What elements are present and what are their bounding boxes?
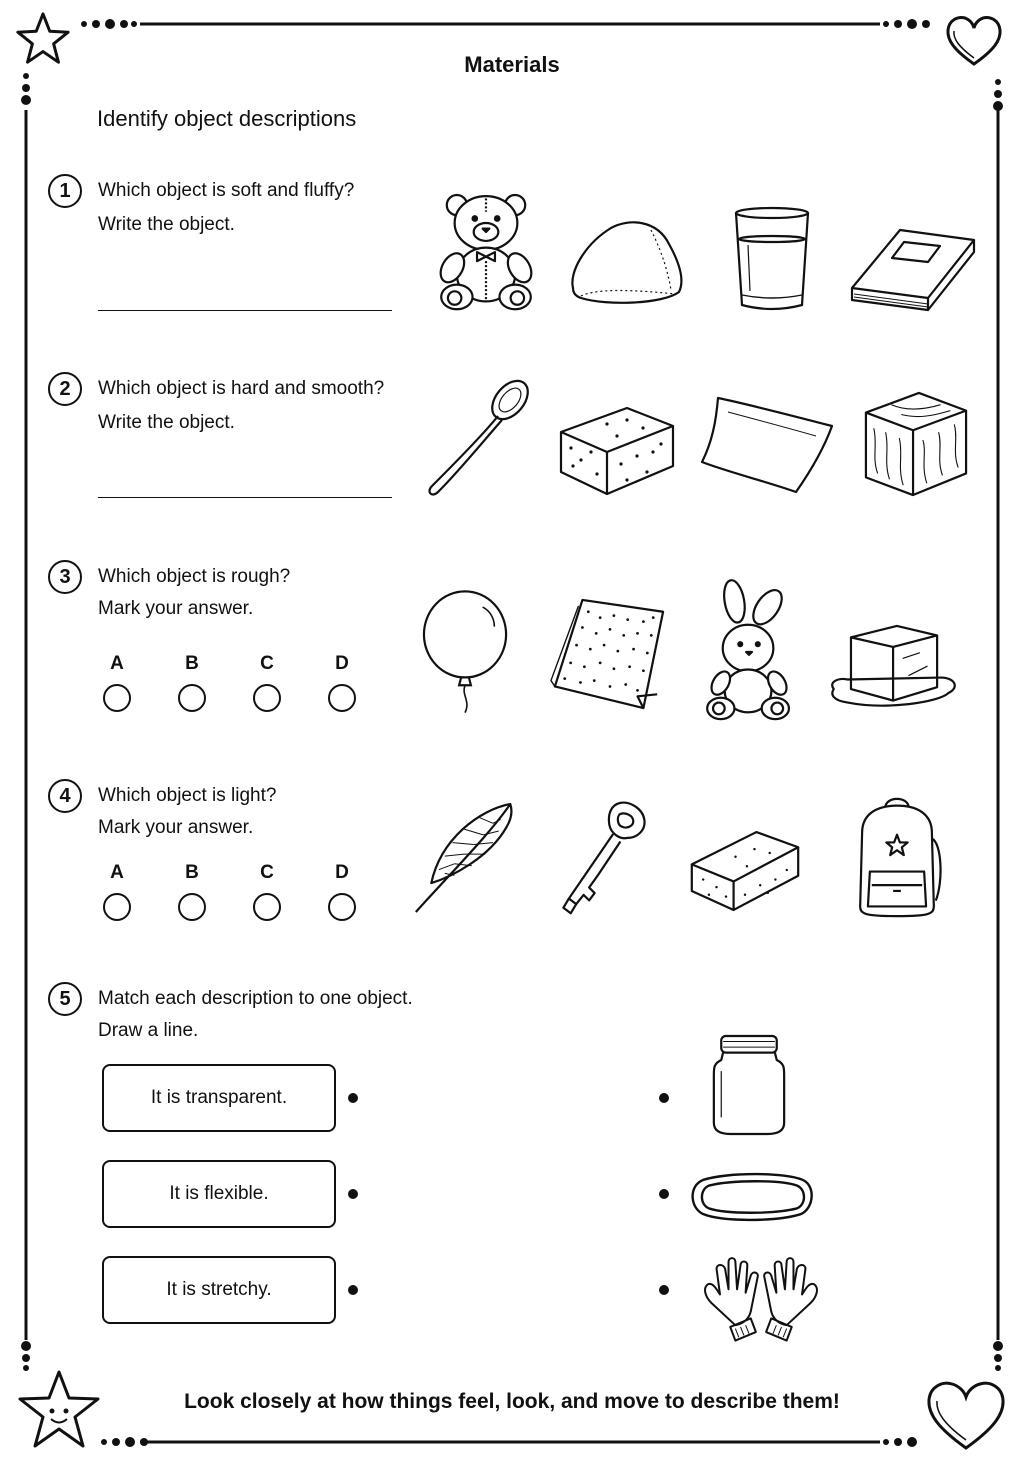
wooden-block-icon (862, 388, 970, 498)
question-2-number: 2 (48, 372, 82, 406)
sandpaper-icon (548, 596, 668, 714)
description-box[interactable]: It is flexible. (102, 1160, 336, 1228)
question-2-answer-line[interactable] (98, 497, 392, 498)
gloves-icon (692, 1250, 830, 1344)
question-3-option-label: B (185, 653, 199, 674)
question-3-instruction: Mark your answer. (98, 598, 254, 619)
page-title: Materials (464, 52, 560, 77)
rubber-band-icon (690, 1170, 814, 1224)
description-box[interactable]: It is stretchy. (102, 1256, 336, 1324)
key-icon (556, 798, 648, 920)
ice-cube-icon (828, 620, 962, 716)
question-4-instruction: Mark your answer. (98, 817, 254, 838)
sponge-icon (557, 404, 677, 494)
question-5-instruction: Draw a line. (98, 1020, 199, 1041)
question-4-option-label: A (110, 862, 124, 883)
spoon-icon (422, 378, 532, 498)
match-dot-left[interactable] (348, 1093, 358, 1103)
question-3-option-d-bubble[interactable] (328, 684, 356, 712)
glass-jar-icon (712, 1030, 786, 1140)
match-dot-left[interactable] (348, 1189, 358, 1199)
book-icon (848, 224, 978, 314)
question-2-prompt: Which object is hard and smooth? (98, 378, 385, 399)
question-4-prompt: Which object is light? (98, 785, 277, 806)
question-4-option-label: D (335, 862, 349, 883)
question-3-option-label: D (335, 653, 349, 674)
question-3-option-label: C (260, 653, 274, 674)
question-3-option-b-bubble[interactable] (178, 684, 206, 712)
question-3-option-label: A (110, 653, 124, 674)
balloon-icon (422, 588, 510, 718)
backpack-icon (848, 794, 946, 920)
feather-icon (412, 798, 518, 918)
question-1-number: 1 (48, 174, 82, 208)
question-4-option-b-bubble[interactable] (178, 893, 206, 921)
footer-message: Look closely at how things feel, look, and move to describe them! (184, 1390, 840, 1413)
match-dot-left[interactable] (348, 1285, 358, 1295)
question-3-option-c-bubble[interactable] (253, 684, 281, 712)
question-4-option-label: B (185, 862, 199, 883)
question-1-prompt: Which object is soft and fluffy? (98, 180, 355, 201)
rock-icon (567, 216, 687, 306)
question-4-option-label: C (260, 862, 274, 883)
question-1-answer-line[interactable] (98, 310, 392, 311)
question-1-instruction: Write the object. (98, 214, 235, 235)
description-box[interactable]: It is transparent. (102, 1064, 336, 1132)
question-2-instruction: Write the object. (98, 412, 235, 433)
stuffed-bunny-icon (700, 578, 800, 724)
glass-of-water-icon (732, 204, 812, 316)
question-5-number: 5 (48, 982, 82, 1016)
question-4-option-a-bubble[interactable] (103, 893, 131, 921)
question-5-prompt: Match each description to one object. (98, 988, 413, 1009)
match-dot-right[interactable] (659, 1189, 669, 1199)
match-dot-right[interactable] (659, 1285, 669, 1295)
pillow-icon (698, 392, 838, 496)
brick-icon (688, 828, 802, 914)
teddy-bear-icon (430, 184, 542, 318)
question-4-number: 4 (48, 779, 82, 813)
question-3-option-a-bubble[interactable] (103, 684, 131, 712)
page-subtitle: Identify object descriptions (97, 106, 357, 131)
question-4-option-c-bubble[interactable] (253, 893, 281, 921)
question-4-option-d-bubble[interactable] (328, 893, 356, 921)
match-dot-right[interactable] (659, 1093, 669, 1103)
question-3-prompt: Which object is rough? (98, 566, 291, 587)
question-3-number: 3 (48, 560, 82, 594)
